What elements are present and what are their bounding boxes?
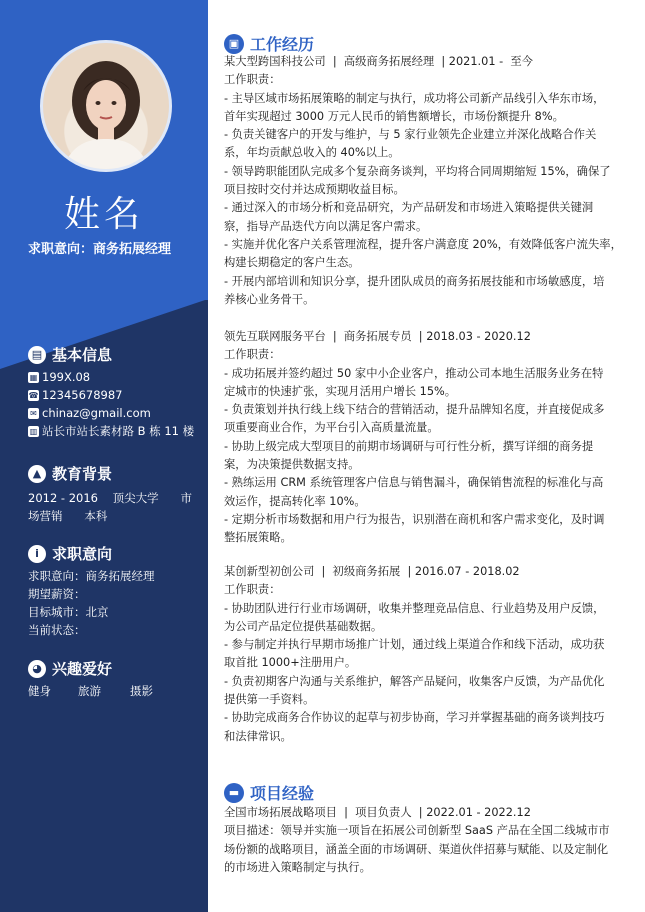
project-header: 全国市场拓展战略项目 | 项目负责人 | 2022.01 - 2022.12: [224, 806, 531, 819]
briefcase-icon: ▣: [224, 34, 244, 54]
job-line: - 开展内部培训和知识分享，提升团队成员的商务拓展技能和市场敏感度，培: [224, 274, 605, 288]
phone-row: [28, 388, 122, 402]
intent-position: 求职意向：商务拓展经理: [28, 569, 155, 583]
job-line: - 负责关键客户的开发与维护，与 5 家行业领先企业建立并深化战略合作关: [224, 128, 597, 142]
info-icon: i: [28, 545, 46, 563]
phone-value: 12345678987: [42, 388, 123, 402]
intent-status: 当前状态：: [28, 623, 86, 637]
basic-info-heading: [28, 344, 112, 365]
job-intent-summary: 求职意向：商务拓展经理: [28, 242, 172, 257]
candidate-name: 姓名: [63, 194, 144, 235]
job-duties-label: 工作职责：: [224, 583, 281, 597]
job-line: - 协助完成商务合作协议的起草与初步协商，学习并掌握基础的商务谈判技巧: [224, 711, 605, 725]
job-line: - 参与制定并执行早期市场推广计划，通过线上渠道合作和线下活动，成功获: [224, 638, 605, 652]
job-header: 领先互联网服务平台 | 商务拓展专员 | 2018.03 - 2020.12: [224, 330, 531, 343]
calendar-icon: ▦: [29, 372, 38, 382]
job-line: - 领导跨职能团队完成多个复杂商务谈判，平均将合同周期缩短 15%，确保了: [224, 164, 611, 178]
job-line: 项目按时交付并达成预期收益目标。: [224, 183, 405, 197]
job-intent-heading: [28, 543, 112, 564]
hobby-item: 健身: [28, 684, 51, 698]
building-icon: ▥: [29, 426, 38, 436]
job-line: 首年实现超过 3000 万元人民币的销售额增长，市场份额提升 8%。: [224, 109, 564, 123]
job-line: - 协助团队进行行业市场调研，收集并整理竞品信息、行业趋势及用户反馈，: [224, 601, 605, 615]
email-value: chinaz@gmail.com: [42, 406, 151, 420]
hobbies-title: 兴趣爱好: [52, 660, 113, 678]
education-line-2: 场营销 本科: [28, 509, 108, 523]
work-experience-heading: [224, 32, 314, 55]
education-heading: [28, 463, 112, 484]
job-line: 察，指导产品迭代方向以满足客户需求。: [224, 219, 428, 233]
job-line: - 负责策划并执行线上线下结合的营销活动，提升品牌知名度，并直接促成多: [224, 403, 605, 417]
folder-icon: ▬: [224, 783, 244, 803]
job-line: - 通过深入的市场分析和竞品研究，为产品研发和市场进入策略提供关键洞: [224, 201, 594, 215]
job-duties-label: 工作职责：: [224, 348, 281, 362]
job-entry-3: [224, 563, 629, 746]
mail-icon: ✉: [28, 408, 39, 419]
birth-value: 199X.08: [42, 370, 91, 384]
address-value: 站长市站长素材路 B 栋 11 楼: [42, 424, 195, 438]
job-entry-2: [224, 328, 629, 548]
address-row: [28, 423, 194, 439]
job-duties-label: 工作职责：: [224, 73, 281, 87]
avatar: [40, 40, 172, 172]
job-entry-1: [224, 53, 629, 309]
job-line: 案，为决策提供数据支持。: [224, 458, 360, 472]
job-line: - 负责初期客户沟通与关系维护，解答产品疑问，收集客户反馈，为产品优化: [224, 674, 605, 688]
job-line: 系，年均贡献总收入的 40%以上。: [224, 146, 400, 160]
job-line: - 实施并优化客户关系管理流程，提升客户满意度 20%，有效降低客户流失率，: [224, 237, 622, 251]
job-line: - 熟练运用 CRM 系统管理客户信息与销售漏斗，确保销售流程的标准化与高: [224, 476, 604, 490]
graduation-cap-icon: ▲: [28, 465, 46, 483]
birth-row: [28, 370, 90, 384]
job-line: 提供第一手资料。: [224, 693, 315, 707]
job-line: 整拓展策略。: [224, 531, 292, 545]
hobbies-heading: [28, 658, 112, 679]
project-line: 的市场进入策略制定与执行。: [224, 860, 371, 874]
job-line: - 协助上级完成大型项目的前期市场调研与可行性分析，撰写详细的商务提: [224, 439, 594, 453]
work-experience-title: 工作经历: [250, 35, 315, 54]
job-line: 养核心业务骨干。: [224, 292, 315, 306]
hobby-item: 摄影: [130, 684, 153, 698]
job-line: 效运作，提高转化率 10%。: [224, 494, 366, 508]
projects-title: 项目经验: [250, 784, 315, 803]
project-line: 场份额的战略项目，涵盖全面的市场调研、渠道伙伴招募与赋能、以及定制化: [224, 842, 609, 856]
job-line: - 主导区域市场拓展策略的制定与执行，成功将公司新产品线引入华东市场，: [224, 91, 605, 105]
job-line: 为公司产品定位提供基础数据。: [224, 619, 383, 633]
job-line: 构建长期稳定的客户生态。: [224, 256, 360, 270]
job-header: 某创新型初创公司 | 初级商务拓展 | 2016.07 - 2018.02: [224, 565, 520, 578]
basic-info-title: 基本信息: [52, 346, 113, 364]
chat-bubble-icon: ◕: [28, 660, 46, 678]
job-line: - 定期分析市场数据和用户行为报告，识别潜在商机和客户需求变化，及时调: [224, 512, 605, 526]
job-line: - 成功拓展并签约超过 50 家中小企业客户，推动公司本地生活服务业务在特: [224, 366, 604, 380]
hobby-item: 旅游: [78, 684, 101, 698]
job-header: 某大型跨国科技公司 | 高级商务拓展经理 | 2021.01 - 至今: [224, 55, 533, 68]
phone-icon: ☎: [28, 390, 39, 400]
job-line: 取首批 1000+注册用户。: [224, 656, 357, 670]
project-entry: [224, 804, 629, 877]
job-line: 项重要商业合作，为平台引入高质量流量。: [224, 421, 439, 435]
education-title: 教育背景: [52, 465, 113, 483]
job-line: 定城市的快速扩张，实现月活用户增长 15%。: [224, 384, 457, 398]
job-line: 和法律常识。: [224, 729, 292, 743]
email-row: [28, 406, 151, 420]
intent-city: 目标城市：北京: [28, 605, 109, 619]
id-card-icon: ▤: [28, 346, 46, 364]
job-intent-title: 求职意向: [52, 545, 113, 563]
intent-salary: 期望薪资：: [28, 587, 86, 601]
education-line-1: 2012 - 2016 顶尖大学 市: [28, 491, 193, 505]
project-line: 项目描述：领导并实施一项旨在拓展公司创新型 SaaS 产品在全国二线城市市: [224, 824, 610, 838]
projects-heading: [224, 781, 314, 804]
